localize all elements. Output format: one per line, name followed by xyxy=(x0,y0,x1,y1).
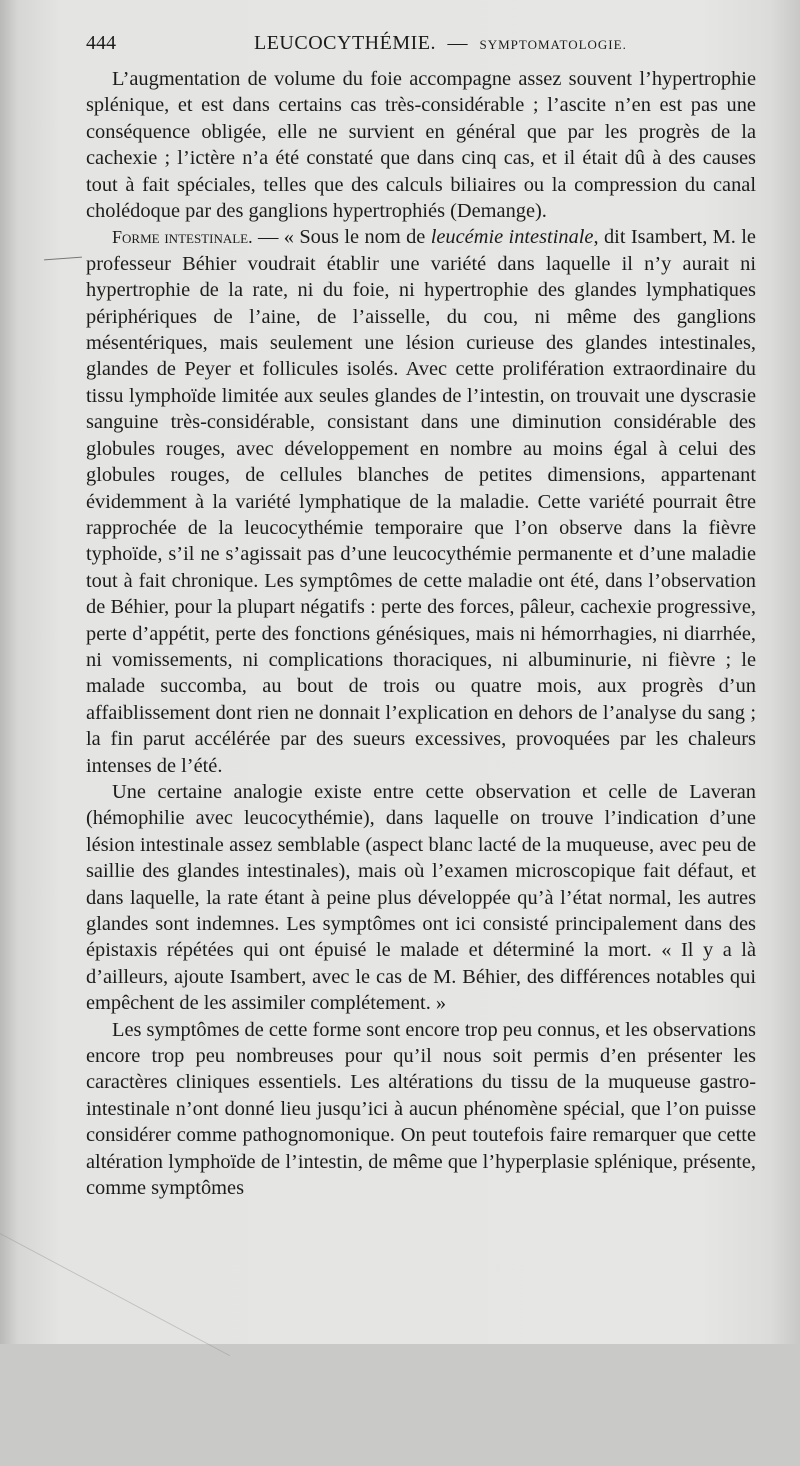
running-title-main: LEUCOCYTHÉMIE. xyxy=(254,32,436,54)
running-title-dash: — xyxy=(447,32,468,54)
margin-pencil-mark xyxy=(44,257,82,261)
running-title xyxy=(254,32,627,55)
section-heading: Forme intestinale. xyxy=(112,227,253,248)
page-corner-fold xyxy=(0,1233,230,1466)
italic-term: leucémie intestinale xyxy=(430,226,594,249)
page-number: 444 xyxy=(86,32,116,54)
paragraph-liver: L’augmentation de volume du foie accompagne assez souvent l’hypertrophie splénique, et est dans certains cas très-considérable ; l’ascite n’en est pas une conséquence obligée, elle ne survient en général que par les progrès de la cachexie ; l’ictère n’a été constaté que dans cinq cas, et il était dû à des causes tout à fait spéciales, telles que des calculs biliaires ou la compression du canal cholédoque par des ganglions hypertrophiés (Demange). xyxy=(86,68,756,223)
paragraph-body: , dit Isambert, M. le professeur Béhier voudrait établir une variété dans laquelle il n’y aurait ni hypertrophie de la rate, ni du foie, ni hypertrophie des glandes lymphatiques périphériques de l’aine, de l’aisselle, du cou, ni même des ganglions mésentériques, mais seulement une lésion curieuse des glandes intestinales, glandes de Peyer et follicules isolés. Avec cette prolifération extraordinaire du tissu lymphoïde limitée aux seules glandes de l’intestin, on trouvait une dyscrasie sanguine très-considérable, consistant dans une diminution considérable des globules rouges, avec développement en nombre au moins égal à celui des globules rouges, de cellules blanches de petites dimensions, appartenant évidemment à la variété lymphatique de la maladie. Cette variété pourrait être rapprochée de la leucocythémie temporaire que l’on observe dans la fièvre typhoïde, s’il ne s’agissait pas d’une leucocythémie permanente et d’une maladie tout à fait chronique. Les symptômes de cette maladie ont été, dans l’observation de Béhier, pour la plupart négatifs : perte des forces, pâleur, cachexie progressive, perte d’appétit, perte des fonctions génésiques, mais ni hémorrhagies, ni diarrhée, ni vomissements, ni complications thoraciques, ni albuminurie, ni fièvre ; le malade succomba, au bout de trois ou quatre mois, aux progrès d’un affaiblissement dont rien ne donnait l’explication en dehors de l’analyse du sang ; la fin parut accélérée par des sueurs excessives, provoquées par les chaleurs intenses de l’été. xyxy=(86,226,756,777)
paragraph-laveran: Une certaine analogie existe entre cette observation et celle de Laveran (hémophilie avec leucocythémie), dans laquelle on trouve l’indication d’une lésion intestinale assez semblable (aspect blanc lacté de la muqueuse, avec peu de saillie des glandes intestinales), mais où l’examen microscopique fait défaut, et dans laquelle, la rate étant à peine plus développée qu’à l’état normal, les autres glandes sont indemnes. Les symptômes ont ici consisté principalement dans des épistaxis répétées qui ont épuisé le malade et déterminé la mort. « Il y a là d’ailleurs, ajoute Isambert, avec le cas de M. Béhier, des différences notables qui empêchent de les assimiler complétement. » xyxy=(86,780,756,1015)
paragraph-intestinal-form xyxy=(86,224,756,779)
paragraph-intro: — « Sous le nom de xyxy=(252,226,431,249)
page-header xyxy=(86,32,756,62)
running-title-sub: SYMPTOMATOLOGIE. xyxy=(479,37,627,52)
paragraph-symptoms: Les symptômes de cette forme sont encore trop peu connus, et les observations encore trop peu nombreuses pour qu’il nous soit permis d’en présenter les caractères cliniques essentiels. Les altérations du tissu de la muqueuse gastro-intestinale n’ont donné lieu jusqu’ici à aucun phénomène spécial, que l’on puisse considérer comme pathognomonique. On peut toutefois faire remarquer que cette altération lymphoïde de l’intestin, de même que l’hyperplasie splénique, présente, comme symptômes xyxy=(86,1018,756,1200)
body-text xyxy=(86,66,756,1201)
